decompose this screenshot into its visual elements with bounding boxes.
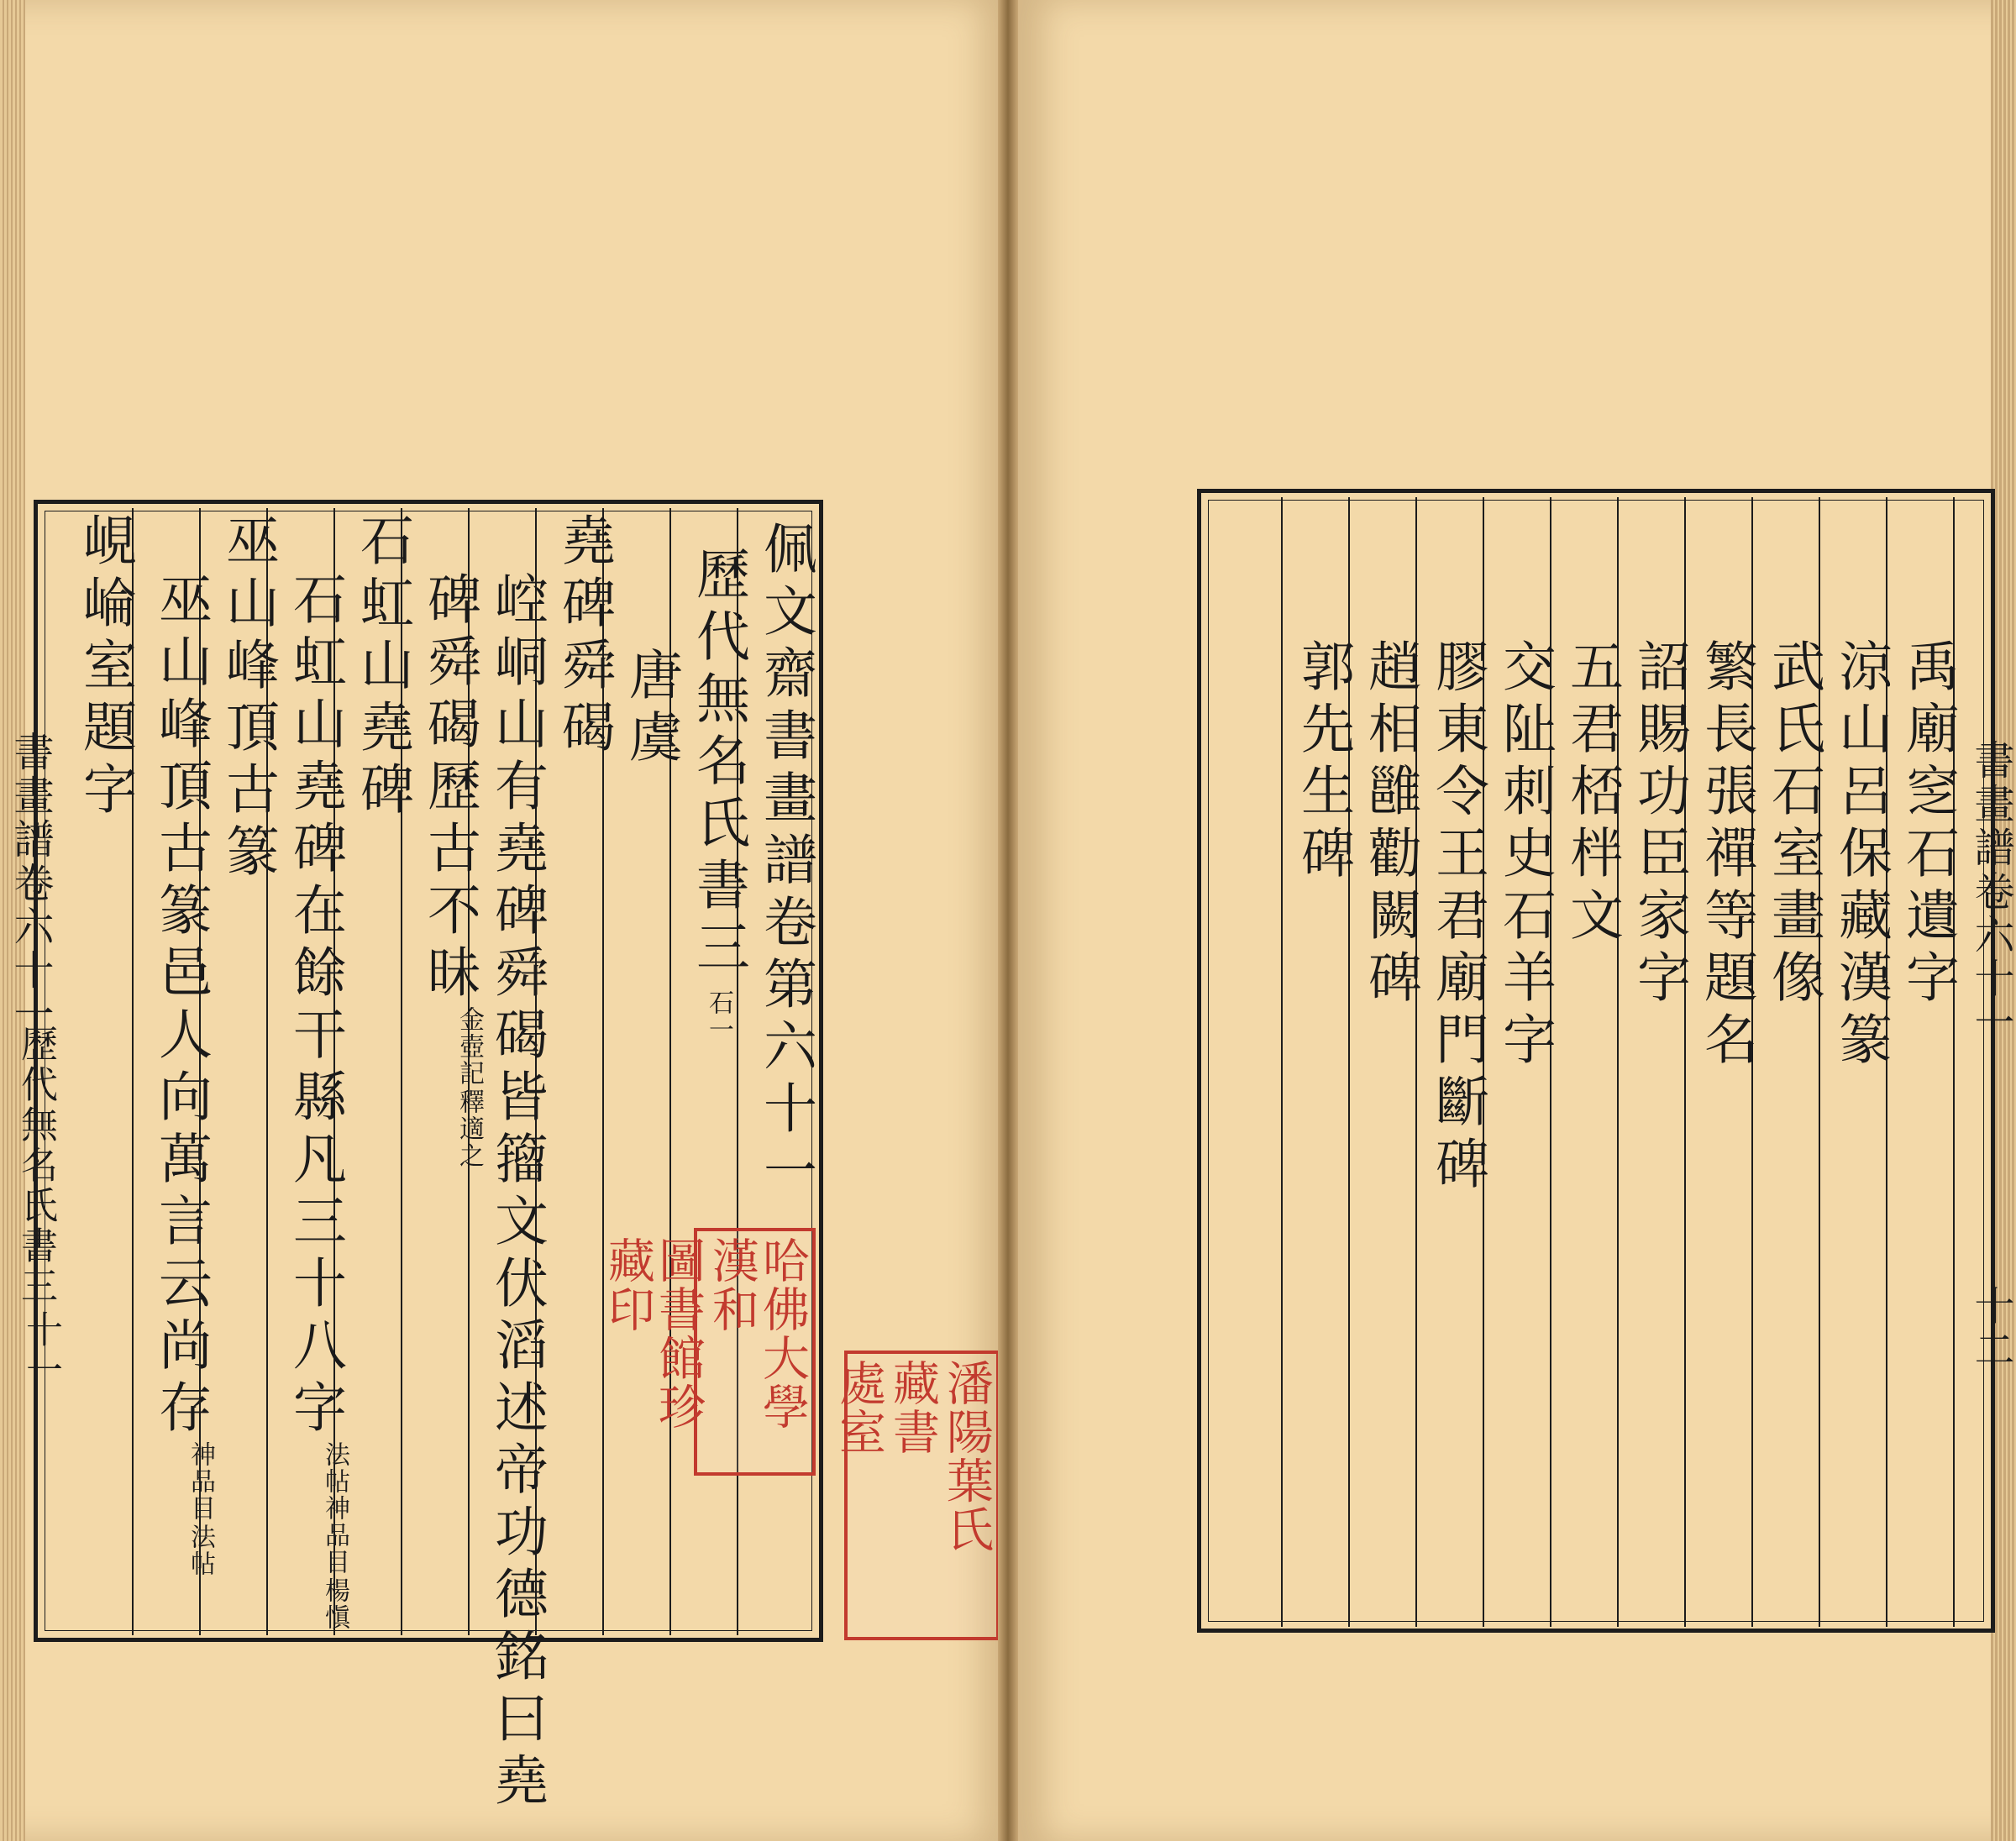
text-column: 石虹山堯碑在餘干縣凡三十八字 楊愼 法帖神品目 [284, 571, 349, 1631]
text-column: 佩文齋書畫譜卷第六十一 [754, 521, 816, 1204]
left-fold-page-no: 十一 [19, 1310, 62, 1391]
text-column: 涼山呂保藏漢篆 [1830, 638, 1892, 1073]
text-column: 詔賜功臣家字 [1628, 638, 1690, 1011]
left-fold-section: 歷代無名氏書三 [14, 1025, 57, 1307]
text-column: 郭先生碑 [1292, 638, 1354, 887]
text-column: 禹廟窆石遺字 [1897, 638, 1959, 1011]
text-column: 交阯刺史石羊字 [1494, 638, 1556, 1073]
book-gutter [998, 0, 1018, 1841]
text-column: 唐虞 [620, 647, 682, 771]
text-column: 繁長張禪等題名 [1695, 638, 1757, 1073]
text-column: 巫山峰頂古篆邑人向萬言云尚存 法帖 神品目 [150, 571, 215, 1577]
text-column: 五君桮柈文 [1561, 638, 1623, 949]
library-seal: 哈佛大學漢和 圖書館珍藏印 [694, 1228, 816, 1476]
text-column: 堯碑舜碣 [553, 512, 615, 761]
text-column: 武氏石室畫像 [1762, 638, 1824, 1011]
text-column: 趙相雝勸闕碑 [1359, 638, 1421, 1011]
right-fold-title: 書畫譜卷六十一 [1967, 739, 2014, 1045]
text-column: 石虹山堯碑 [351, 512, 413, 823]
text-column: 歷代無名氏書三石一 [687, 546, 749, 1043]
right-fold-page-no: 十二 [1967, 1285, 2014, 1372]
text-column: 巫山峰頂古篆 [217, 512, 279, 885]
text-column: 膠東令王君廟門斷碑 [1426, 638, 1488, 1198]
text-column: 碑舜碣歷古不昧 釋適之 金壺記 [418, 571, 484, 1169]
text-column: 峴崘室題字 [74, 512, 136, 823]
collector-seal: 潘陽葉氏 藏書 處室 [844, 1351, 1000, 1640]
left-fold-title: 書畫譜卷六十一 [7, 731, 54, 1036]
text-column: 崆峒山有堯碑舜碣皆籀文伏滔述帝功德銘曰堯 [486, 571, 548, 1814]
